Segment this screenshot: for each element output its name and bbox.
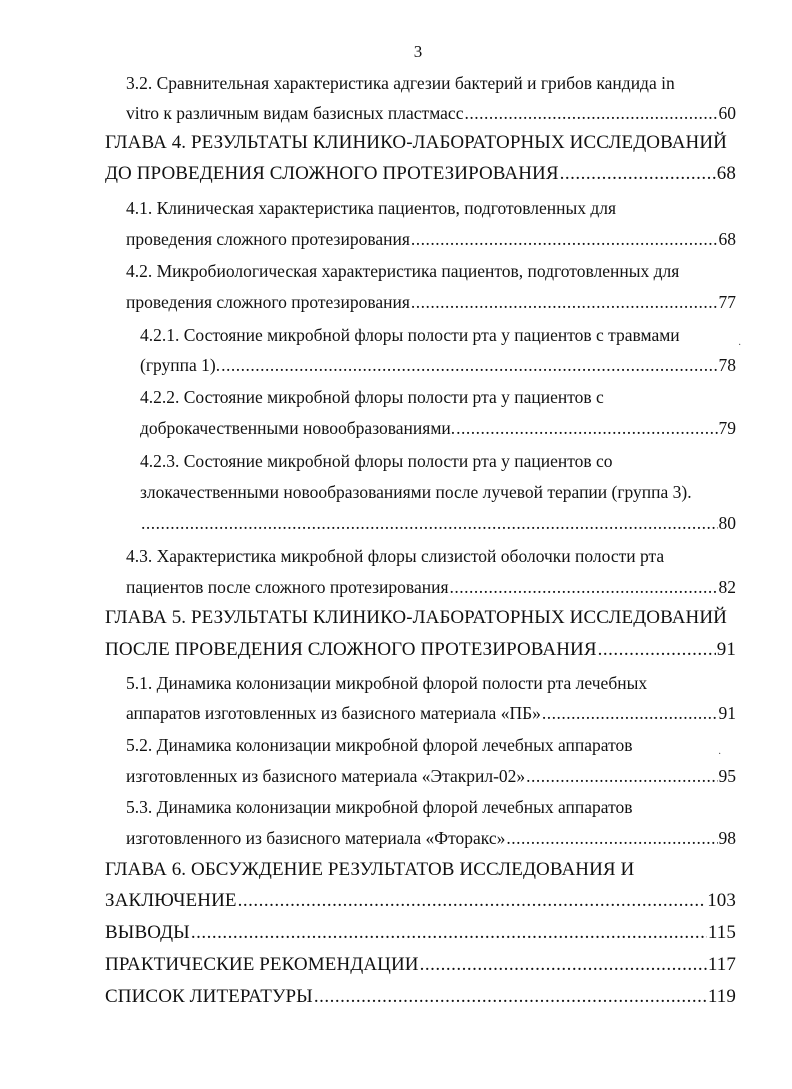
dot-leader [560,159,716,189]
toc-entry-3-2-line2[interactable] [126,98,736,128]
dot-leader [526,761,717,791]
toc-entry-4-2-3-line1[interactable] [140,446,736,476]
toc-entry-4-3-line2[interactable] [126,572,736,602]
toc-entry-5-3-line2[interactable] [126,823,736,853]
toc-entry-4-2-page: 77 [718,292,736,312]
toc-entry-4-2-1-title-cont: (группа 1). [140,355,221,375]
toc-entry-4-2-3-title-cont: злокачественными новообразованиями после лучевой терапии (группа 3). [140,482,692,502]
dot-leader [238,886,707,916]
dot-leader [191,918,707,948]
toc-entry-4-2-3-page: 80 [718,513,736,533]
toc-recommendations-page: 117 [707,954,736,975]
toc-entry-4-3-page: 82 [718,577,736,597]
toc-entry-5-2-page: 95 [718,766,736,786]
toc-entry-4-3-title-cont: пациентов после сложного протезирования [126,577,449,597]
dot-leader [506,823,717,853]
toc-chapter-4-line1[interactable] [105,128,736,158]
toc-references-page: 119 [707,986,736,1007]
toc-chapter-6-line2[interactable] [105,886,736,916]
dot-leader [542,698,718,728]
toc-entry-5-3-page: 98 [718,828,736,848]
toc-entry-4-1-line1[interactable] [126,193,736,223]
toc-entry-4-2-line2[interactable] [126,287,736,317]
dot-leader [598,635,716,665]
toc-entry-5-3-line1[interactable] [126,792,736,822]
toc-entry-5-1-title-cont: аппаратов изготовленных из базисного материала «ПБ» [126,703,541,723]
toc-entry-4-1-title: 4.1. Клиническая характеристика пациентов, подготовленных для [126,198,617,218]
toc-entry-5-1-title: 5.1. Динамика колонизации микробной флорой полости рта лечебных [126,673,648,693]
toc-entry-4-2-1-title: 4.2.1. Состояние микробной флоры полости рта у пациентов с травмами [140,325,680,345]
toc-references[interactable] [105,982,736,1012]
toc-conclusions[interactable] [105,918,736,948]
page-number: 3 [413,42,423,61]
toc-entry-4-2-2-line2[interactable] [140,413,736,443]
toc-entry-4-2-3-line3[interactable] [140,508,736,538]
toc-entry-5-3-title-cont: изготовленного из базисного материала «Фторакс» [126,828,506,848]
toc-entry-3-2-title: 3.2. Сравнительная характеристика адгезии бактерий и грибов кандида in [126,73,675,93]
dot-leader [420,950,707,980]
toc-entry-3-2-page: 60 [718,103,736,123]
toc-chapter-5-page: 91 [716,639,736,660]
toc-entry-5-3-title: 5.3. Динамика колонизации микробной флорой лечебных аппаратов [126,797,633,817]
dot-leader [314,982,707,1012]
toc-entry-5-1-line1[interactable] [126,668,736,698]
toc-chapter-4-title: ГЛАВА 4. РЕЗУЛЬТАТЫ КЛИНИКО-ЛАБОРАТОРНЫХ ИССЛЕДОВАНИЙ [105,132,727,153]
toc-entry-4-2-1-page: 78 [718,355,736,375]
toc-chapter-4-line2[interactable] [105,159,736,189]
toc-chapter-5-title: ГЛАВА 5. РЕЗУЛЬТАТЫ КЛИНИКО-ЛАБОРАТОРНЫХ ИССЛЕДОВАНИЙ [105,607,727,628]
dot-leader [450,572,718,602]
toc-chapter-5-line2[interactable] [105,635,736,665]
toc-entry-3-2-line1[interactable] [126,68,736,98]
dot-leader [456,413,717,443]
toc-entry-5-2-title-cont: изготовленных из базисного материала «Этакрил-02» [126,766,526,786]
toc-entry-5-2-title: 5.2. Динамика колонизации микробной флорой лечебных аппаратов [126,735,633,755]
toc-entry-4-2-3-title: 4.2.3. Состояние микробной флоры полости рта у пациентов со [140,451,613,471]
toc-entry-4-2-1-line1[interactable] [140,320,736,350]
toc-chapter-6-line1[interactable] [105,855,736,885]
toc-entry-4-2-3-line2[interactable] [140,477,736,507]
toc-entry-4-1-page: 68 [718,229,736,249]
toc-entry-5-1-page: 91 [718,703,736,723]
toc-recommendations-title: ПРАКТИЧЕСКИЕ РЕКОМЕНДАЦИИ [105,954,419,975]
dot-leader [464,98,717,128]
toc-entry-4-2-2-title-cont: доброкачественными новообразованиями. [140,418,456,438]
toc-chapter-6-title-cont: ЗАКЛЮЧЕНИЕ [105,890,237,911]
toc-entry-4-3-line1[interactable] [126,541,736,571]
toc-chapter-4-title-cont: ДО ПРОВЕДЕНИЯ СЛОЖНОГО ПРОТЕЗИРОВАНИЯ [105,163,559,184]
toc-entry-4-1-line2[interactable] [126,224,736,254]
toc-conclusions-title: ВЫВОДЫ [105,922,190,943]
toc-entry-5-2-line1[interactable] [126,730,736,760]
dot-leader [221,350,717,380]
toc-chapter-6-title: ГЛАВА 6. ОБСУЖДЕНИЕ РЕЗУЛЬТАТОВ ИССЛЕДОВАНИЯ И [105,859,635,880]
toc-entry-4-2-2-page: 79 [718,418,736,438]
scan-speck: · [738,340,742,351]
toc-entry-5-2-line2[interactable] [126,761,736,791]
toc-recommendations[interactable] [105,950,736,980]
toc-chapter-5-line1[interactable] [105,603,736,633]
scan-speck: · [718,749,722,760]
toc-entry-5-1-line2[interactable] [126,698,736,728]
toc-entry-4-2-2-line1[interactable] [140,382,736,412]
toc-chapter-4-page: 68 [716,163,736,184]
toc-entry-3-2-title-cont: vitro к различным видам базисных пластмасс [126,103,464,123]
toc-entry-4-1-title-cont: проведения сложного протезирования [126,229,410,249]
toc-entry-4-2-title-cont: проведения сложного протезирования [126,292,410,312]
toc-entry-4-2-1-line2[interactable] [140,350,736,380]
toc-entry-4-2-2-title: 4.2.2. Состояние микробной флоры полости рта у пациентов с [140,387,604,407]
toc-chapter-6-page: 103 [707,890,736,911]
toc-chapter-5-title-cont: ПОСЛЕ ПРОВЕДЕНИЯ СЛОЖНОГО ПРОТЕЗИРОВАНИЯ [105,639,597,660]
toc-references-title: СПИСОК ЛИТЕРАТУРЫ [105,986,313,1007]
toc-entry-4-3-title: 4.3. Характеристика микробной флоры слизистой оболочки полости рта [126,546,665,566]
toc-entry-4-2-title: 4.2. Микробиологическая характеристика пациентов, подготовленных для [126,261,680,281]
dot-leader [141,508,718,538]
toc-conclusions-page: 115 [707,922,736,943]
toc-entry-4-2-line1[interactable] [126,256,736,286]
dot-leader [411,287,718,317]
dot-leader [411,224,718,254]
